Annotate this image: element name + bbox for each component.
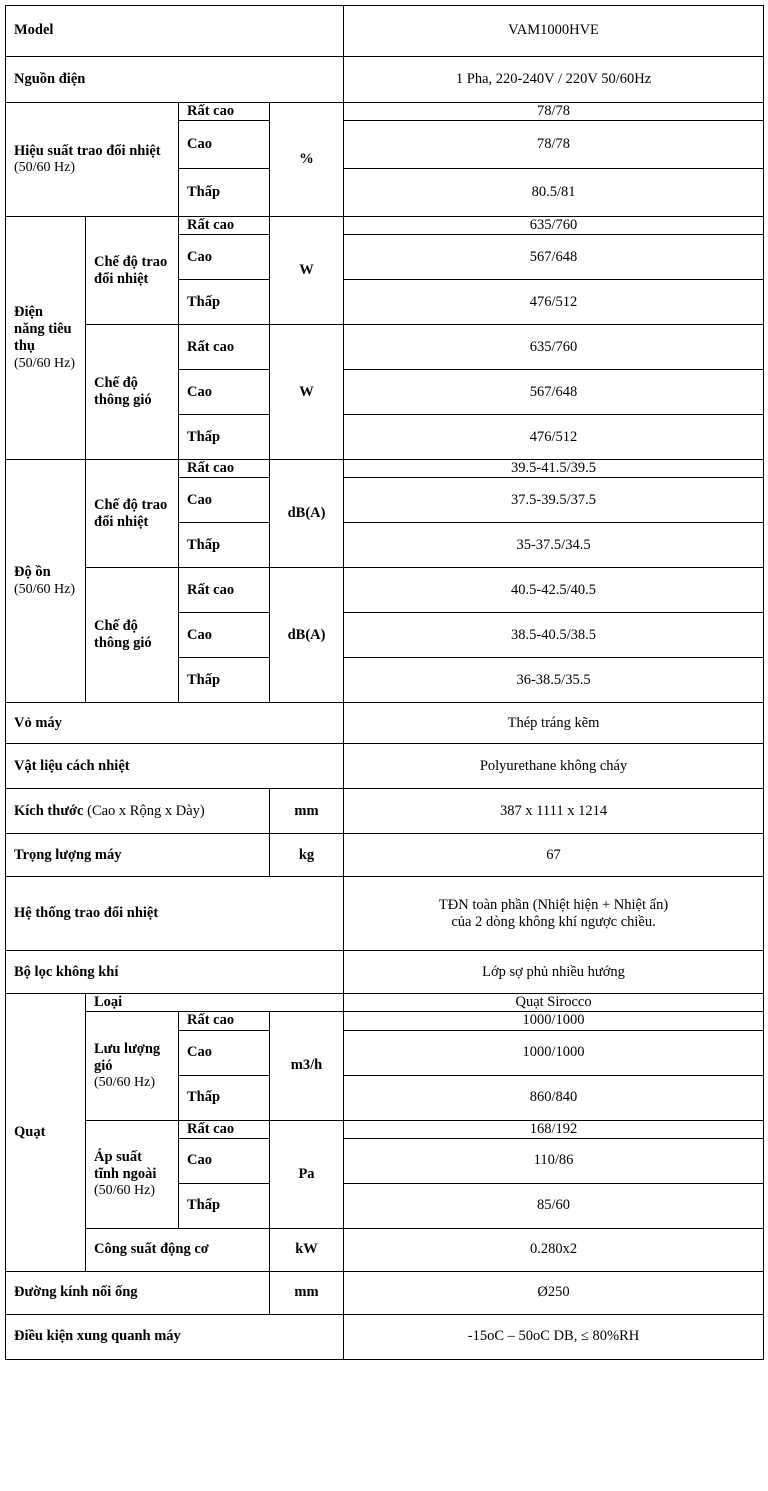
unit-airflow: m3/h	[270, 1012, 344, 1120]
table-row	[6, 460, 764, 478]
speed-label: Cao	[179, 370, 270, 415]
speed-label: Thấp	[179, 1183, 270, 1228]
noise-label-sub: (50/60 Hz)	[14, 581, 76, 597]
table-row	[6, 789, 764, 834]
row-label-exchange-system: Hệ thống trao đổi nhiệt	[6, 877, 344, 951]
airflow-label-main: Lưu lượng gió	[94, 1040, 161, 1074]
table-row	[6, 744, 764, 789]
unit-dimensions: mm	[270, 789, 344, 834]
row-label-dimensions	[6, 789, 270, 834]
speed-label: Thấp	[179, 169, 270, 217]
static-pressure-label-main: Áp suất tĩnh ngoài	[94, 1148, 157, 1182]
speed-label: Rất cao	[179, 460, 270, 478]
table-row	[6, 568, 764, 613]
table-row	[6, 6, 764, 57]
motor-power-value: 0.280x2	[344, 1228, 764, 1271]
value-noise-exchange-veryhigh: 39.5-41.5/39.5	[344, 460, 764, 478]
exchange-system-line-1: TĐN toàn phần (Nhiệt hiện + Nhiệt ẩn)	[438, 896, 669, 913]
table-row	[6, 103, 764, 121]
row-label-model: Model	[6, 6, 344, 57]
dimensions-label-main: Kích thước	[14, 802, 84, 819]
table-row	[6, 1314, 764, 1359]
value-airflow-low: 860/840	[344, 1075, 764, 1120]
table-row	[6, 877, 764, 951]
unit-duct-diameter: mm	[270, 1271, 344, 1314]
group-label-noise-heat-exchange-mode: Chế độ trao đổi nhiệt	[86, 460, 179, 568]
value-static-pressure-veryhigh: 168/192	[344, 1120, 764, 1138]
value-efficiency-veryhigh: 78/78	[344, 103, 764, 121]
row-value-model: VAM1000HVE	[344, 6, 764, 57]
value-static-pressure-low: 85/60	[344, 1183, 764, 1228]
speed-label: Cao	[179, 1030, 270, 1075]
row-value-power-source: 1 Pha, 220-240V / 220V 50/60Hz	[344, 57, 764, 103]
airflow-label-sub: (50/60 Hz)	[94, 1074, 156, 1090]
value-efficiency-high: 78/78	[344, 121, 764, 169]
efficiency-label-sub: (50/60 Hz)	[14, 159, 76, 175]
table-row	[6, 951, 764, 994]
motor-power-label: Công suất động cơ	[86, 1228, 270, 1271]
row-label-air-filter: Bộ lọc không khí	[6, 951, 344, 994]
dimensions-label-detail: (Cao x Rộng x Dày)	[83, 802, 205, 819]
group-label-ventilation-mode: Chế độ thông gió	[86, 325, 179, 460]
value-pc-vent-low: 476/512	[344, 415, 764, 460]
group-label-heat-exchange-mode: Chế độ trao đổi nhiệt	[86, 217, 179, 325]
power-consumption-label-sub: (50/60 Hz)	[14, 355, 76, 371]
value-noise-vent-low: 36-38.5/35.5	[344, 658, 764, 703]
speed-label: Cao	[179, 478, 270, 523]
speed-label: Rất cao	[179, 1012, 270, 1030]
power-consumption-label-main: Điện năng tiêu thụ	[14, 304, 72, 355]
speed-label: Rất cao	[179, 103, 270, 121]
row-value-air-filter: Lớp sợ phủ nhiều hướng	[344, 951, 764, 994]
value-noise-exchange-high: 37.5-39.5/37.5	[344, 478, 764, 523]
row-value-exchange-system	[344, 877, 764, 951]
row-label-power-consumption	[6, 217, 86, 460]
unit-efficiency: %	[270, 103, 344, 217]
unit-static-pressure: Pa	[270, 1120, 344, 1228]
row-value-insulation: Polyurethane không cháy	[344, 744, 764, 789]
value-airflow-high: 1000/1000	[344, 1030, 764, 1075]
value-pc-exchange-low: 476/512	[344, 280, 764, 325]
row-label-ambient: Điều kiện xung quanh máy	[6, 1314, 344, 1359]
group-label-static-pressure	[86, 1120, 179, 1228]
value-pc-vent-high: 567/648	[344, 370, 764, 415]
speed-label: Thấp	[179, 1075, 270, 1120]
table-row	[6, 1120, 764, 1138]
row-label-insulation: Vật liệu cách nhiệt	[6, 744, 344, 789]
exchange-system-line-2: của 2 dòng không khí ngược chiều.	[451, 913, 656, 930]
speed-label: Cao	[179, 121, 270, 169]
value-pc-vent-veryhigh: 635/760	[344, 325, 764, 370]
table-row	[6, 834, 764, 877]
speed-label: Cao	[179, 235, 270, 280]
speed-label: Rất cao	[179, 568, 270, 613]
value-efficiency-low: 80.5/81	[344, 169, 764, 217]
unit-power-consumption-ventilation: W	[270, 325, 344, 460]
table-row	[6, 703, 764, 744]
table-row	[6, 325, 764, 370]
speed-label: Cao	[179, 1138, 270, 1183]
fan-type-value: Quạt Sirocco	[344, 994, 764, 1012]
row-value-weight: 67	[344, 834, 764, 877]
value-airflow-veryhigh: 1000/1000	[344, 1012, 764, 1030]
speed-label: Rất cao	[179, 325, 270, 370]
static-pressure-label-sub: (50/60 Hz)	[94, 1182, 156, 1198]
row-label-noise	[6, 460, 86, 703]
table-row	[6, 994, 764, 1012]
specification-table	[5, 5, 764, 1360]
row-label-weight: Trọng lượng máy	[6, 834, 270, 877]
speed-label: Thấp	[179, 415, 270, 460]
row-value-ambient: -15oC – 50oC DB, ≤ 80%RH	[344, 1314, 764, 1359]
value-noise-exchange-low: 35-37.5/34.5	[344, 523, 764, 568]
row-label-fan: Quạt	[6, 994, 86, 1271]
row-label-efficiency	[6, 103, 179, 217]
table-row	[6, 1012, 764, 1030]
noise-label-main: Độ ồn	[14, 564, 51, 581]
value-pc-exchange-high: 567/648	[344, 235, 764, 280]
efficiency-label-main: Hiệu suất trao đổi nhiệt	[14, 142, 161, 159]
unit-weight: kg	[270, 834, 344, 877]
row-label-casing: Vỏ máy	[6, 703, 344, 744]
group-label-noise-ventilation-mode: Chế độ thông gió	[86, 568, 179, 703]
speed-label: Cao	[179, 613, 270, 658]
row-value-casing: Thép tráng kẽm	[344, 703, 764, 744]
speed-label: Rất cao	[179, 217, 270, 235]
table-row	[6, 1271, 764, 1314]
value-noise-vent-high: 38.5-40.5/38.5	[344, 613, 764, 658]
speed-label: Thấp	[179, 658, 270, 703]
table-row	[6, 217, 764, 235]
fan-type-label: Loại	[86, 994, 344, 1012]
speed-label: Rất cao	[179, 1120, 270, 1138]
row-label-duct-diameter: Đường kính nối ống	[6, 1271, 270, 1314]
table-row	[6, 1228, 764, 1271]
group-label-airflow	[86, 1012, 179, 1120]
value-static-pressure-high: 110/86	[344, 1138, 764, 1183]
row-label-power-source: Nguồn điện	[6, 57, 344, 103]
speed-label: Thấp	[179, 523, 270, 568]
unit-noise-exchange: dB(A)	[270, 460, 344, 568]
value-noise-vent-veryhigh: 40.5-42.5/40.5	[344, 568, 764, 613]
table-row	[6, 57, 764, 103]
unit-motor-power: kW	[270, 1228, 344, 1271]
speed-label: Thấp	[179, 280, 270, 325]
unit-power-consumption-exchange: W	[270, 217, 344, 325]
row-value-dimensions: 387 x 1111 x 1214	[344, 789, 764, 834]
value-pc-exchange-veryhigh: 635/760	[344, 217, 764, 235]
row-value-duct-diameter: Ø250	[344, 1271, 764, 1314]
unit-noise-ventilation: dB(A)	[270, 568, 344, 703]
